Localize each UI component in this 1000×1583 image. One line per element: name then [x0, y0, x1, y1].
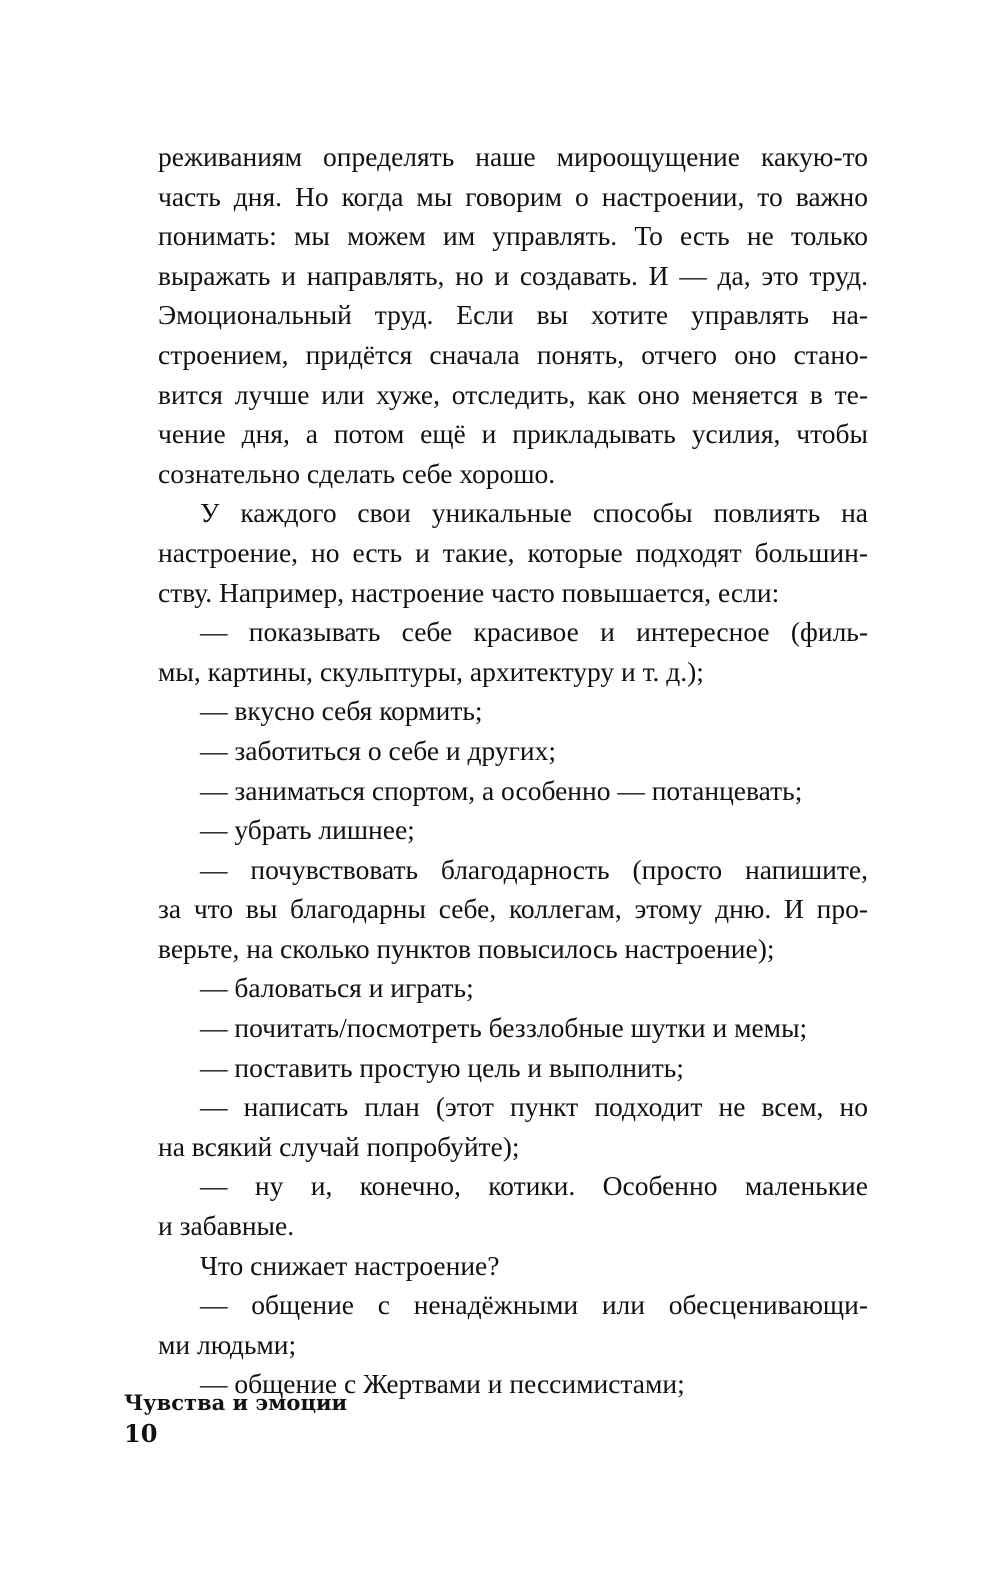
- list-item-line: — почитать/посмотреть беззлобные шутки и мемы;: [200, 1012, 808, 1044]
- list-item-line: — общение с ненадёжными или обесценивающи-: [200, 1289, 868, 1321]
- list-item-line: верьте, на сколько пунктов повысилось настроение);: [158, 932, 775, 964]
- text-line: Что снижает настроение?: [200, 1249, 500, 1281]
- text-line: часть дня. Но когда мы говорим о настроении, то важно: [158, 180, 868, 212]
- text-line: сознательно сделать себе хорошо.: [158, 457, 556, 489]
- list-item-line: — заниматься спортом, а особенно — потанцевать;: [200, 774, 803, 806]
- list-item-line: — вкусно себя кормить;: [200, 695, 483, 727]
- page-number: 10: [124, 1419, 158, 1448]
- running-head: Чувства и эмоции: [124, 1390, 348, 1415]
- list-item-line: на всякий случай попробуйте);: [158, 1130, 520, 1162]
- text-line: ству. Например, настроение часто повышается, если:: [158, 576, 780, 608]
- list-item-line: — поставить простую цель и выполнить;: [200, 1051, 684, 1083]
- text-line: строением, придётся сначала понять, отчего оно стано-: [158, 338, 868, 370]
- text-line: Эмоциональный труд. Если вы хотите управлять на-: [158, 299, 868, 331]
- list-item-line: — баловаться и играть;: [200, 972, 474, 1004]
- list-item-line: — ну и, конечно, котики. Особенно маленькие: [200, 1170, 868, 1202]
- text-line: реживаниям определять наше мироощущение какую-то: [158, 141, 868, 172]
- list-item-line: ми людьми;: [158, 1328, 297, 1360]
- list-item-line: и забавные.: [158, 1210, 295, 1242]
- list-item-line: мы, картины, скульптуры, архитектуру и т. д.);: [158, 655, 704, 687]
- text-line: У каждого свои уникальные способы повлиять на: [200, 497, 868, 529]
- list-item-line: — убрать лишнее;: [200, 814, 415, 846]
- text-line: настроение, но есть и такие, которые подходят большин-: [158, 536, 868, 568]
- text-line: выражать и направлять, но и создавать. И — да, это труд.: [158, 259, 868, 291]
- list-item-line: за что вы благодарны себе, коллегам, этому дню. И про-: [158, 893, 868, 925]
- list-item-line: — показывать себе красивое и интересное (филь-: [200, 616, 868, 648]
- list-item-line: — общение с Жертвами и пессимистами;: [200, 1368, 685, 1400]
- text-line: вится лучше или хуже, отследить, как оно меняется в те-: [158, 378, 868, 410]
- text-line: понимать: мы можем им управлять. То есть не только: [158, 220, 868, 252]
- list-item-line: — заботиться о себе и других;: [200, 734, 557, 766]
- list-item-line: — написать план (этот пункт подходит не всем, но: [200, 1091, 868, 1123]
- body-text: [158, 137, 868, 1404]
- list-item-line: — почувствовать благодарность (просто напишите,: [200, 853, 868, 885]
- text-line: чение дня, а потом ещё и прикладывать усилия, чтобы: [158, 418, 868, 450]
